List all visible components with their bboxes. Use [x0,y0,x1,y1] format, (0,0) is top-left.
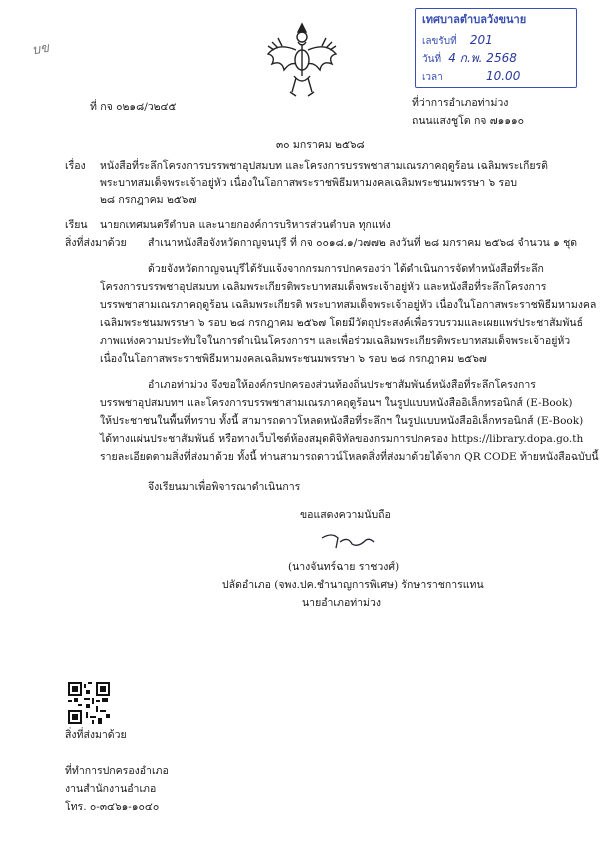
footer-enclosure: สิ่งที่ส่งมาด้วย [65,729,127,741]
footer-telephone: โทร. ๐-๓๔๖๑-๑๐๔๐ [65,801,160,813]
subject-line-1: หนังสือที่ระลึกโครงการบรรพชาอุปสมบท และโครงการบรรพชาสามเณรภาคฤดูร้อน เฉลิมพระเกียรติ [100,160,548,172]
subject-line-2: พระบาทสมเด็จพระเจ้าอยู่หัว เนื่องในโอกาสพระราชพิธีมหามงคลเฉลิมพระชนมพรรษา ๖ รอบ [100,177,518,189]
stamp-date: 4 ก.พ. 2568 [448,51,517,65]
office-address-2: ถนนแสงชูโต กจ ๗๑๑๑๐ [412,115,525,127]
stamp-time-label: เวลา [422,72,443,83]
para2-line-5: รายละเอียดตามสิ่งที่ส่งมาด้วย ทั้งนี้ ท่านสามารถดาวน์โหลดสิ่งที่ส่งมาด้วยได้จาก QR CODE ท้ายหนังสือฉบับนี้ [100,451,599,463]
stamp-received-no: 201 [469,33,493,47]
stamp-office: เทศบาลตำบลวังขนาย [422,13,527,26]
signer-title-2: นายอำเภอท่าม่วง [302,597,382,609]
para1-line-4: เฉลิมพระชนมพรรษา ๖ รอบ ๒๘ กรกฎาคม ๒๕๖๗ โดยมีวัตถุประสงค์เพื่อรวบรวมและเผยแพร่ประชาสัมพันธ์ [100,317,583,329]
subject-label: เรื่อง [65,160,86,172]
enclosure-label: สิ่งที่ส่งมาด้วย [65,237,127,249]
stamp-received-label: เลขรับที่ [422,36,457,47]
subject-line-3: ๒๘ กรกฎาคม ๒๕๖๗ [100,194,197,206]
qr-code-icon [68,682,110,724]
stamp-date-label: วันที่ [422,54,442,65]
footer-office-1: ที่ทำการปกครองอำเภอ [65,765,169,777]
closing-request: จึงเรียนมาเพื่อพิจารณาดำเนินการ [148,481,301,493]
para1-line-6: เนื่องในโอกาสพระราชพิธีมหามงคลเฉลิมพระชนมพรรษา ๖ รอบ ๒๘ กรกฎาคม ๒๕๖๗ [100,353,487,365]
closing-salutation: ขอแสดงความนับถือ [300,509,391,521]
document-number: ที่ กจ ๐๒๑๘/ว๒๔๕ [90,101,177,113]
office-address-1: ที่ว่าการอำเภอท่าม่วง [412,97,509,109]
para1-line-3: บรรพชาสามเณรภาคฤดูร้อน เฉลิมพระเกียรติ พระบาทสมเด็จพระเจ้าอยู่หัว เนื่องในโอกาสพระราชพิธีมหามงคล [100,299,597,311]
recipient-label: เรียน [65,219,88,231]
signature [318,530,378,552]
para2-line-2: บรรพชาอุปสมบทฯ และโครงการบรรพชาสามเณรภาคฤดูร้อนฯ ในรูปแบบหนังสืออิเล็กทรอนิกส์ (E-Book) [100,397,573,409]
document-date: ๓๐ มกราคม ๒๕๖๘ [276,139,365,151]
margin-note: บข [30,40,51,59]
footer-office-2: งานสำนักงานอำเภอ [65,783,157,795]
para1-line-1: ด้วยจังหวัดกาญจนบุรีได้รับแจ้งจากกรมการปกครองว่า ได้ดำเนินการจัดทำหนังสือที่ระลึก [148,263,544,275]
para2-line-3: ให้ประชาชนในพื้นที่ทราบ ทั้งนี้ สามารถดาวโหลดหนังสือที่ระลึกฯ ในรูปแบบหนังสืออิเล็กทรอนิกส์ (E-Book) [100,415,584,427]
signer-title: ปลัดอำเภอ (จพง.ปค.ชำนาญการพิเศษ) รักษาราชการแทน [222,579,484,591]
stamp-time: 10.00 [485,69,521,83]
signer-name: (นางจันทร์ฉาย ราชวงศ์) [288,561,400,573]
para2-line-1: อำเภอท่าม่วง จึงขอให้องค์กรปกครองส่วนท้องถิ่นประชาสัมพันธ์หนังสือที่ระลึกโครงการ [148,379,536,391]
para2-line-4: ได้ทางแผ่นประชาสัมพันธ์ หรือทางเว็บไซต์ห้องสมุดดิจิทัลของกรมการปกครอง https://library.dopa.go.th [100,433,584,445]
para1-line-5: ภาพแห่งความประทับใจในการดำเนินโครงการฯ และเพื่อร่วมเฉลิมพระเกียรติพระบาทสมเด็จพระเจ้าอยู่หัว [100,335,571,347]
para1-line-2: โครงการบรรพชาอุปสมบท เฉลิมพระเกียรติพระบาทสมเด็จพระเจ้าอยู่หัว และหนังสือที่ระลึกโครงการ [100,281,547,293]
garuda-emblem-icon [262,20,342,100]
enclosure-text: สำเนาหนังสือจังหวัดกาญจนบุรี ที่ กจ ๐๐๑๘.๑/ว๗๗๒ ลงวันที่ ๒๘ มกราคม ๒๕๖๘ จำนวน ๑ ชุด [148,237,578,249]
recipient-text: นายกเทศมนตรีตำบล และนายกองค์การบริหารส่วนตำบล ทุกแห่ง [100,219,391,231]
receipt-stamp [415,8,577,88]
